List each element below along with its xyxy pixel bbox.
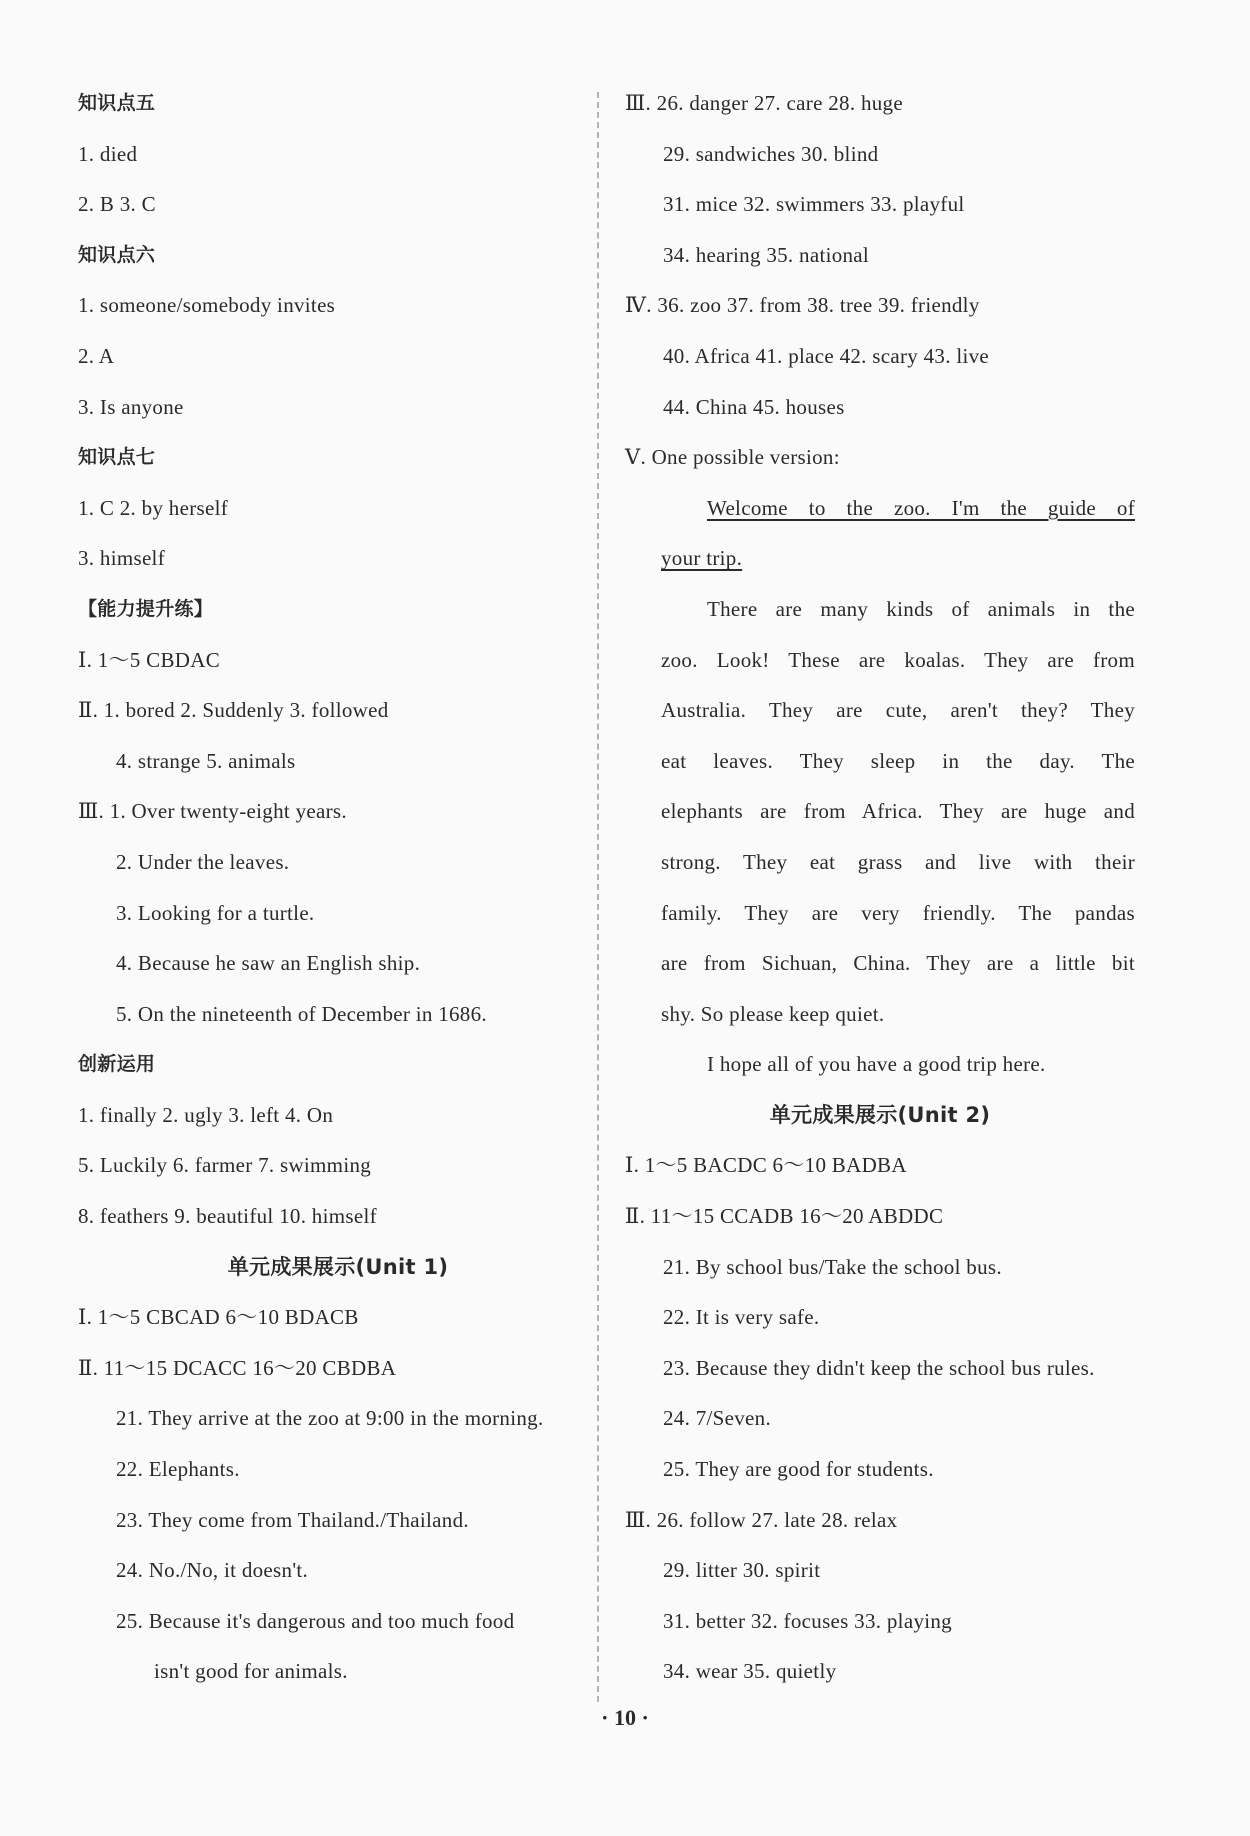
answer-line: Ⅲ. 26. follow 27. late 28. relax — [625, 1507, 898, 1532]
answer-line: 3. himself — [78, 546, 165, 571]
answer-line: 1. C 2. by herself — [78, 495, 229, 520]
answer-line: 8. feathers 9. beautiful 10. himself — [78, 1204, 377, 1229]
answer-line: 5. Luckily 6. farmer 7. swimming — [78, 1153, 372, 1178]
answer-line: 知识点五 — [78, 92, 156, 114]
answer-line: 4. strange 5. animals — [116, 748, 296, 773]
answer-line: 2. A — [78, 343, 115, 368]
answer-line: 2. Under the leaves. — [116, 849, 290, 874]
column-divider — [597, 92, 599, 1702]
answer-line: 2. B 3. C — [78, 192, 156, 217]
answer-line: There are many kinds of animals in the — [707, 596, 1135, 621]
answer-line: shy. So please keep quiet. — [661, 1001, 885, 1026]
answer-line: Ⅲ. 1. Over twenty-eight years. — [78, 799, 347, 824]
answer-line: 24. No./No, it doesn't. — [116, 1558, 309, 1583]
answer-line: are from Sichuan, China. They are a little bit — [661, 951, 1135, 976]
answer-line: 1. someone/somebody invites — [78, 293, 336, 318]
answer-line: 单元成果展示(Unit 1) — [227, 1254, 449, 1279]
answer-line: Ⅱ. 11～15 CCADB 16～20 ABDDC — [625, 1204, 944, 1229]
answer-line: your trip. — [661, 546, 743, 571]
answer-line: Australia. They are cute, aren't they? They — [661, 698, 1135, 723]
answer-line: 21. They arrive at the zoo at 9:00 in the morning. — [116, 1406, 544, 1431]
answer-line: 31. better 32. focuses 33. playing — [663, 1608, 952, 1633]
answer-line: 25. They are good for students. — [663, 1457, 934, 1482]
answer-line: Ⅴ. One possible version: — [625, 445, 840, 470]
answer-line: 3. Looking for a turtle. — [116, 900, 315, 925]
answer-line: 知识点六 — [78, 243, 156, 266]
answer-line: 34. hearing 35. national — [663, 242, 870, 267]
answer-line: 23. They come from Thailand./Thailand. — [116, 1507, 469, 1532]
answer-line: 34. wear 35. quietly — [663, 1659, 837, 1684]
answer-line: 29. sandwiches 30. blind — [663, 141, 879, 166]
answer-line: 21. By school bus/Take the school bus. — [663, 1254, 1002, 1279]
answer-line: 24. 7/Seven. — [663, 1406, 772, 1431]
answer-line: 4. Because he saw an English ship. — [116, 951, 421, 976]
answer-line: Welcome to the zoo. I'm the guide of — [707, 495, 1135, 520]
answer-line: 25. Because it's dangerous and too much food — [116, 1608, 515, 1633]
right-column — [625, 78, 1135, 1697]
answer-line: 22. It is very safe. — [663, 1305, 820, 1330]
answer-line: Ⅳ. 36. zoo 37. from 38. tree 39. friendly — [625, 293, 980, 318]
answer-line: Ⅲ. 26. danger 27. care 28. huge — [625, 91, 903, 115]
answer-line: 5. On the nineteenth of December in 1686. — [116, 1001, 487, 1026]
answer-line: isn't good for animals. — [154, 1659, 348, 1684]
answer-line: Ⅰ. 1～5 CBDAC — [78, 647, 220, 672]
answer-line: elephants are from Africa. They are huge and — [661, 799, 1135, 824]
answer-line: eat leaves. They sleep in the day. The — [661, 748, 1135, 773]
page-number: · 10 · — [601, 1705, 649, 1730]
answer-line: 1. died — [78, 141, 138, 166]
answer-line: Ⅰ. 1～5 BACDC 6～10 BADBA — [625, 1153, 907, 1178]
answer-line: 创新运用 — [78, 1053, 156, 1076]
answer-line: 44. China 45. houses — [663, 394, 845, 419]
answer-line: 单元成果展示(Unit 2) — [769, 1102, 991, 1127]
answer-line: Ⅱ. 1. bored 2. Suddenly 3. followed — [78, 698, 389, 723]
answer-line: 知识点七 — [78, 446, 156, 469]
answer-line: Ⅱ. 11～15 DCACC 16～20 CBDBA — [78, 1355, 397, 1380]
answer-line: 【能力提升练】 — [78, 597, 214, 620]
answer-line: 29. litter 30. spirit — [663, 1558, 821, 1583]
answer-line: 1. finally 2. ugly 3. left 4. On — [78, 1102, 334, 1127]
answer-line: family. They are very friendly. The pandas — [661, 900, 1135, 925]
answer-line: 3. Is anyone — [78, 394, 184, 419]
left-column — [78, 78, 598, 1697]
answer-line: 31. mice 32. swimmers 33. playful — [663, 192, 965, 217]
answer-line: 23. Because they didn't keep the school bus rules. — [663, 1355, 1095, 1380]
answer-line: 22. Elephants. — [116, 1457, 240, 1482]
answer-line: zoo. Look! These are koalas. They are from — [661, 647, 1135, 672]
answer-line: I hope all of you have a good trip here. — [707, 1052, 1046, 1077]
answer-line: strong. They eat grass and live with their — [661, 849, 1135, 874]
answer-line: 40. Africa 41. place 42. scary 43. live — [663, 343, 990, 368]
answer-line: Ⅰ. 1～5 CBCAD 6～10 BDACB — [78, 1305, 359, 1330]
